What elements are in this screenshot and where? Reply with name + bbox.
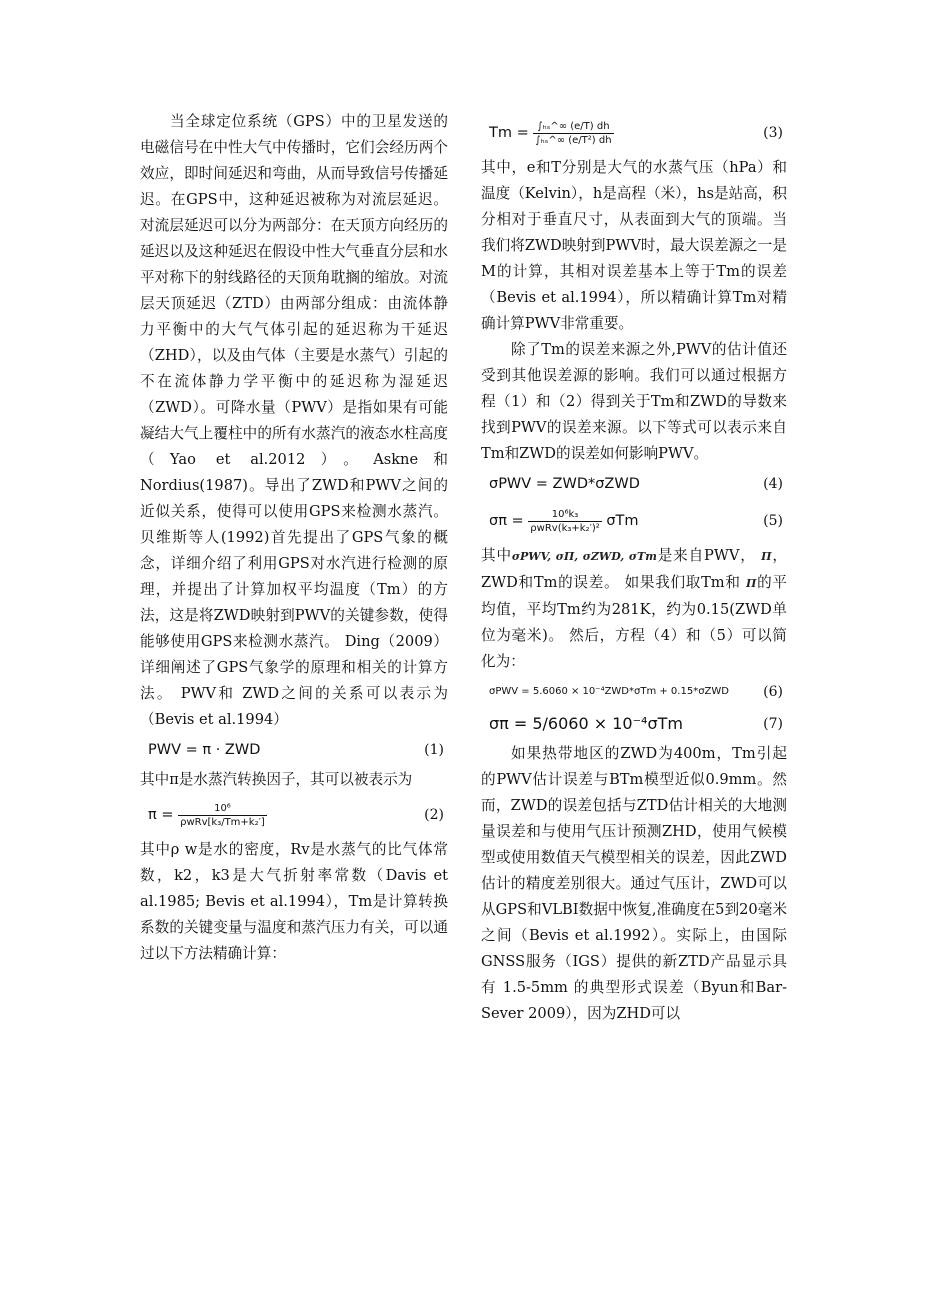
equation-6-number: (6)	[763, 684, 783, 700]
sigma-text-b: 是来自PWV，	[656, 547, 756, 564]
equation-5-denominator: ρwRv(k₃+k₂′)²	[530, 522, 600, 534]
equation-2-lhs: π =	[148, 807, 174, 823]
equation-2	[140, 795, 448, 835]
equation-3-fraction	[533, 120, 613, 147]
pi-symbol-2: Π	[745, 577, 757, 590]
tropical-error-paragraph: 如果热带地区的ZWD为400m，Tm引起的PWV估计误差与BTm模型近似0.9mm。然而，ZWD的误差包括与ZTD估计相关的大地测量误差和与使用气压计预测ZHD，使用气候模型或使用数值天气模型相关的误差，因此ZWD估计的精度差别很大。通过气压计，ZWD可以从GPS和VLBI数据中恢复,准确度在5到20毫米之间（Bevis et al.1992）。实际上，由国际GNSS服务（IGS）提供的新ZTD产品显示具有 1.5-5mm 的典型形式误差（Byun和Bar-Sever 2009），因为ZHD可以	[481, 745, 787, 1022]
equation-2-denominator: ρwRv[k₃/Tm+k₂′]	[180, 816, 265, 828]
sigma-text-a: 其中	[481, 547, 512, 564]
equation-5	[481, 501, 787, 541]
equation-5-lhs: σπ =	[489, 513, 524, 529]
sigma-definition-paragraph	[481, 543, 787, 675]
equation-3-number: (3)	[763, 125, 783, 141]
equation-4-number: (4)	[763, 476, 783, 492]
constants-paragraph: 其中ρ w是水的密度，Rv是水蒸气的比气体常数，k2，k3是大气折射率常数（Davis et al.1985; Bevis et al.1994），Tm是计算转换系数的关键变量与温度和蒸汽压力有关，可以通过以下方法精确计算：	[140, 841, 448, 962]
equation-5-rhs: σTm	[606, 513, 639, 529]
equation-6	[481, 677, 787, 707]
equation-4	[481, 469, 787, 499]
equation-7-number: (7)	[763, 716, 783, 732]
equation-3	[481, 113, 787, 153]
equation-4-body: σPWV = ZWD*σZWD	[489, 476, 640, 492]
tm-explanation-paragraph: 其中，e和T分别是大气的水蒸气压（hPa）和温度（Kelvin），h是高程（米），hs是站高，积分相对于垂直尺寸，从表面到大气的顶端。当我们将ZWD映射到PWV时，最大误差源之一是M的计算，其相对误差基本上等于Tm的误差（Bevis et al.1994），所以精确计算Tm对精确计算PWV非常重要。	[481, 159, 787, 332]
pi-symbol-1: Π	[761, 550, 772, 563]
sigma-text-c: ，ZWD和Tm的误差。 如果我们取Tm和	[481, 547, 788, 591]
left-column	[140, 109, 448, 967]
equation-2-fraction	[178, 802, 267, 829]
equation-6-body: σPWV = 5.6060 × 10⁻⁴ZWD*σTm + 0.15*σZWD	[489, 686, 729, 697]
equation-5-fraction	[528, 508, 601, 535]
right-column	[481, 109, 787, 1027]
equation-3-numerator: ∫ₕₛ^∞ (e/T) dh	[533, 120, 613, 134]
sigma-symbols: σPWV, σΠ, σZWD, σTm	[511, 550, 657, 563]
intro-paragraph: 当全球定位系统（GPS）中的卫星发送的电磁信号在中性大气中传播时，它们会经历两个效应，即时间延迟和弯曲，从而导致信号传播延迟。在GPS中，这种延迟被称为对流层延迟。对流层延迟可以分为两部分：在天顶方向经历的延迟以及这种延迟在假设中性大气垂直分层和水平对称下的射线路径的天顶角耽搁的缩放。对流层天顶延迟（ZTD）由两部分组成：由流体静力平衡中的大气气体引起的延迟称为干延迟（ZHD），以及由气体（主要是水蒸气）引起的不在流体静力学平衡中的延迟称为湿延迟（ZWD）。可降水量（PWV）是指如果有可能凝结大气上覆柱中的所有水蒸汽的液态水柱高度（Yao et al.2012）。Askne和Nordius(1987)。导出了ZWD和PWV之间的近似关系，使得可以使用GPS来检测水蒸汽。贝维斯等人(1992)首先提出了GPS气象的概念，详细介绍了利用GPS对水汽进行检测的原理，并提出了计算加权平均温度（Tm）的方法，这是将ZWD映射到PWV的关键参数，使得能够使用GPS来检测水蒸汽。 Ding（2009）详细阐述了GPS气象学的原理和相关的计算方法。 PWV和 ZWD之间的关系可以表示为（Bevis et al.1994）	[140, 113, 448, 728]
equation-1	[140, 735, 448, 765]
equation-3-lhs: Tm =	[489, 125, 529, 141]
equation-7	[481, 709, 787, 739]
error-source-paragraph: 除了Tm的误差来源之外,PWV的估计值还受到其他误差源的影响。我们可以通过根据方程（1）和（2）得到关于Tm和ZWD的导数来找到PWV的误差来源。以下等式可以表示来自Tm和ZWD的误差如何影响PWV。	[481, 341, 787, 462]
pi-definition-paragraph: 其中π是水蒸汽转换因子，其可以被表示为	[140, 771, 413, 788]
equation-7-body: σπ = 5/6060 × 10⁻⁴σTm	[489, 714, 683, 733]
equation-3-denominator: ∫ₕₛ^∞ (e/T²) dh	[535, 134, 612, 146]
equation-1-number: (1)	[424, 742, 444, 758]
equation-5-numerator: 10⁶k₃	[528, 508, 601, 522]
equation-2-number: (2)	[424, 807, 444, 823]
equation-2-numerator: 10⁶	[178, 802, 267, 816]
equation-5-number: (5)	[763, 513, 783, 529]
sigma-text-d: 的平均值，平均Tm约为281K，约为0.15(ZWD单位为毫米)。 然后，方程（4）和（5）可以简化为：	[481, 574, 787, 670]
equation-1-body: PWV = π · ZWD	[148, 742, 261, 758]
